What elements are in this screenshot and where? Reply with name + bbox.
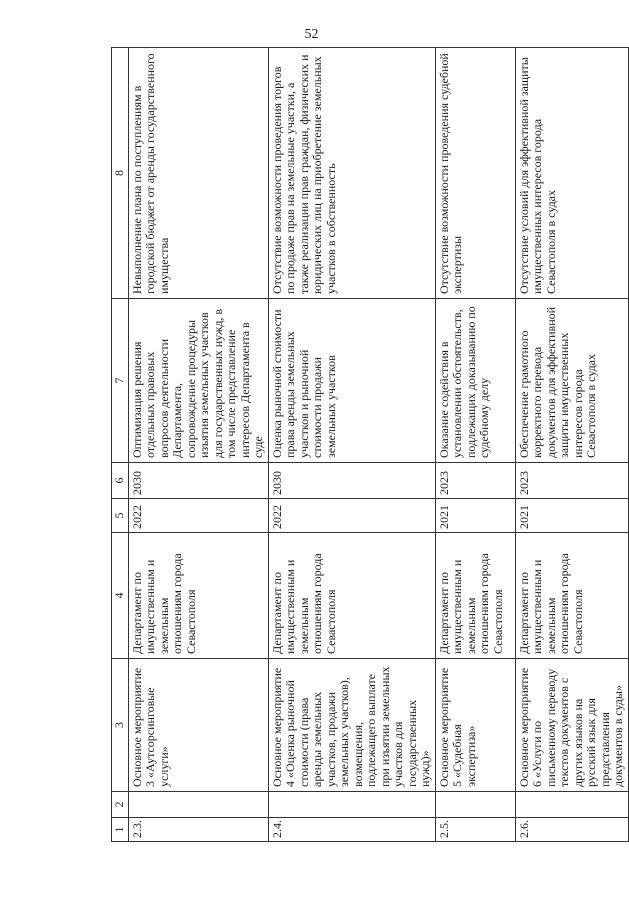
non-implementation-consequence: Отсутствие условий для эффективной защиты имущественных интересов города Севастополя в судах xyxy=(515,48,628,299)
executor: Департамент по имущественным и земельным отношениям города Севастополя xyxy=(435,533,515,659)
executor: Департамент по имущественным и земельным отношениям города Севастополя xyxy=(128,533,268,659)
activity-name: Основное мероприятие 4 «Оценка рыночной стоимости (права аренды земельных участков, продажи земельных участков), возмещения, подлежащего выплате при изъятии земельных участков для государственных нужд)» xyxy=(268,659,435,792)
expected-result: Обеспечение грамотного корректного перевода документов для эффективной защиты имущественных интересов города Севастополя в судах xyxy=(515,299,628,463)
activity-name: Основное мероприятие 5 «Судебная экспертиза» xyxy=(435,659,515,792)
executor: Департамент по имущественным и земельным отношениям города Севастополя xyxy=(268,533,435,659)
table-row xyxy=(435,48,515,842)
program-activities-table xyxy=(111,47,629,842)
column-number: 2 xyxy=(112,792,129,818)
rotated-table-wrapper xyxy=(111,48,625,842)
start-year: 2022 xyxy=(128,499,268,533)
activity-name: Основное мероприятие 6 «Услуги по письменному переводу текстов документов с других языков на русский язык для представления документов в суды» xyxy=(515,659,628,792)
end-year: 2023 xyxy=(435,463,515,499)
expected-result: Оценка рыночной стоимости права аренды земельных участков и рыночной стоимости продажи земельных участков xyxy=(268,299,435,463)
page-number: 52 xyxy=(304,27,319,42)
expected-result: Оптимизация решения отдельных правовых вопросов деятельности Департамента, сопровождение процедуры изъятия земельных участков для государственных нужд, в том числе представление интересов Департамента в суде xyxy=(128,299,268,463)
column-number: 4 xyxy=(112,533,129,659)
start-year: 2022 xyxy=(268,499,435,533)
column-number: 8 xyxy=(112,48,129,299)
column-number: 6 xyxy=(112,463,129,499)
start-year: 2021 xyxy=(435,499,515,533)
activity-name: Основное мероприятие 3 «Аутсорсинговые услуги» xyxy=(128,659,268,792)
non-implementation-consequence: Отсутствие возможности проведения судебной экспертизы xyxy=(435,48,515,299)
row-number: 2.6. xyxy=(515,818,628,842)
start-year: 2021 xyxy=(515,499,628,533)
table-row xyxy=(128,48,268,842)
column-number-row xyxy=(112,48,129,842)
row-number: 2.4. xyxy=(268,818,435,842)
non-implementation-consequence: Невыполнение плана по поступлениям в городской бюджет от аренды государственного имущества xyxy=(128,48,268,299)
row-col2 xyxy=(435,792,515,818)
column-number: 1 xyxy=(112,818,129,842)
column-number: 5 xyxy=(112,499,129,533)
row-col2 xyxy=(128,792,268,818)
table-row xyxy=(268,48,435,842)
end-year: 2023 xyxy=(515,463,628,499)
row-col2 xyxy=(515,792,628,818)
row-number: 2.3. xyxy=(128,818,268,842)
end-year: 2030 xyxy=(128,463,268,499)
executor: Департамент по имущественным и земельным отношениям города Севастополя xyxy=(515,533,628,659)
column-number: 7 xyxy=(112,299,129,463)
row-number: 2.5. xyxy=(435,818,515,842)
non-implementation-consequence: Отсутствие возможности проведения торгов по продаже прав на земельные участки, а также реализации прав граждан, физических и юридических лиц на приобретение земельных участков в собственность xyxy=(268,48,435,299)
column-number: 3 xyxy=(112,659,129,792)
end-year: 2030 xyxy=(268,463,435,499)
table-row xyxy=(515,48,628,842)
expected-result: Оказание содействия в установлении обстоятельств, подлежащих доказыванию по судебному делу xyxy=(435,299,515,463)
row-col2 xyxy=(268,792,435,818)
